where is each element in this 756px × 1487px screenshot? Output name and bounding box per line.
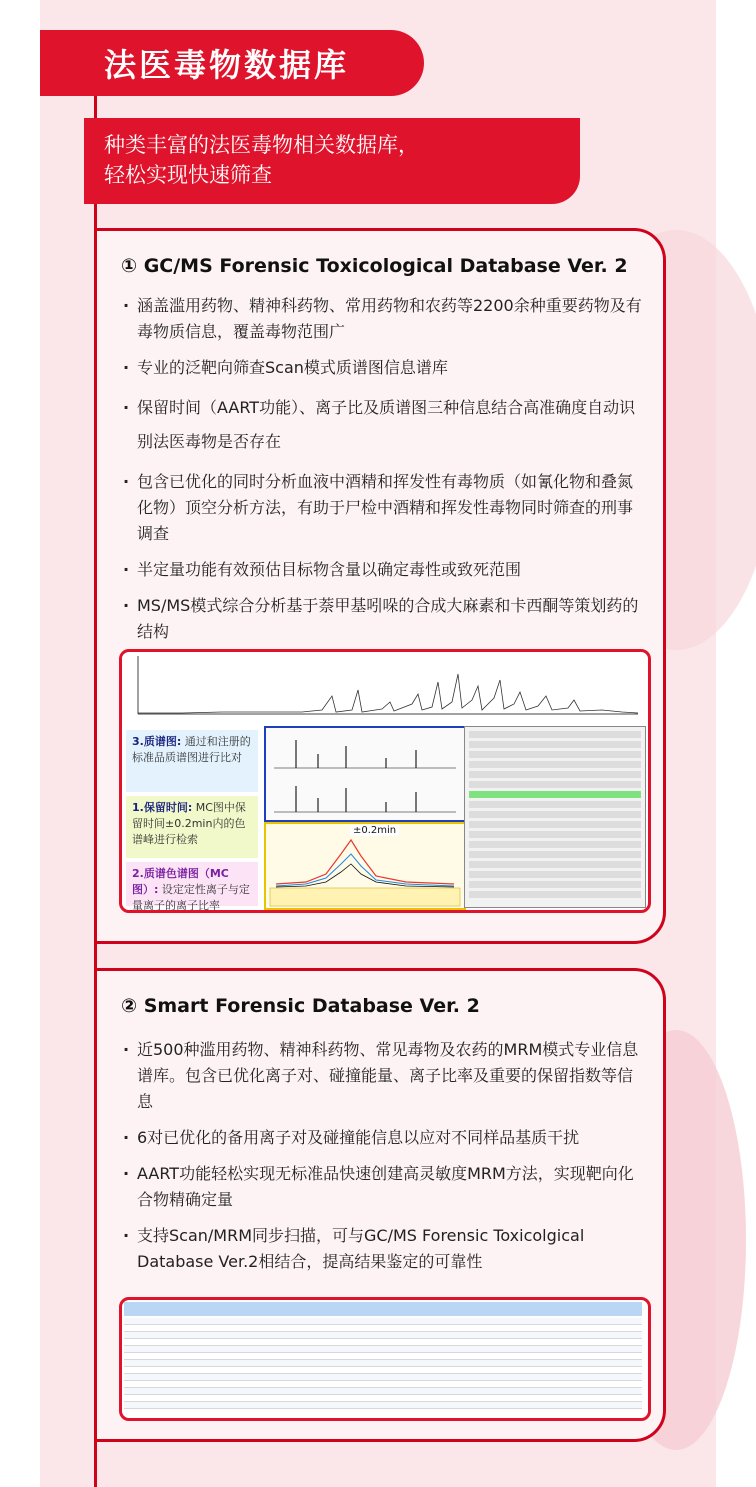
- list-item: · 支持Scan/MRM同步扫描，可与GC/MS Forensic Toxicolgical Database Ver.2相结合，提高结果鉴定的可靠性: [123, 1223, 643, 1275]
- annotation-mass-spectrum: [126, 730, 258, 792]
- section-title: ① GC/MS Forensic Toxicological Database Ver. 2: [121, 255, 628, 277]
- chromatogram-plot: [122, 652, 642, 724]
- list-item: · AART功能轻松实现无标准品快速创建高灵敏度MRM方法，实现靶向化合物精确定量: [123, 1161, 643, 1213]
- title-banner: [84, 30, 424, 96]
- annotation-heading: 2.质谱色谱图（MC图）:: [132, 867, 229, 896]
- section-title: ② Smart Forensic Database Ver. 2: [121, 995, 480, 1017]
- feature-list: [123, 293, 643, 655]
- annotation-retention-time: [126, 796, 258, 858]
- compound-table-panel: [464, 726, 646, 908]
- list-item: · 涵盖滥用药物、精神科药物、常用药物和农药等2200余种重要药物及有毒物质信息，覆盖毒物范围广: [123, 293, 643, 345]
- annotation-heading: 1.保留时间:: [132, 801, 193, 814]
- annotation-text: 通过和注册的标准品质谱图进行比对: [132, 735, 251, 764]
- section-card-smart: [94, 968, 666, 1442]
- subtitle-line-2: 轻松实现快速筛查: [104, 163, 272, 187]
- spectrum-plot: [266, 728, 464, 820]
- subtitle-line-1: 种类丰富的法医毒物相关数据库，: [104, 133, 419, 157]
- annotation-mc-chart: [126, 862, 258, 912]
- mc-chromatogram-panel: [264, 822, 466, 910]
- database-table-screenshot: [119, 1297, 651, 1421]
- software-screenshot: [119, 649, 651, 913]
- list-item: · 专业的泛靶向筛查Scan模式质谱图信息谱库: [123, 355, 643, 381]
- feature-list: [123, 1037, 643, 1285]
- peak-window-label: ±0.2min: [350, 825, 399, 836]
- peak-plot: [266, 824, 464, 908]
- page-title: 法医毒物数据库: [104, 46, 350, 84]
- table-header: [124, 1302, 642, 1316]
- subtitle-box: [84, 118, 580, 204]
- list-item: · 保留时间（AART功能）、离子比及质谱图三种信息结合高准确度自动识别法医毒物是否存在: [123, 391, 643, 459]
- section-card-gcms: [94, 228, 666, 944]
- annotation-heading: 3.质谱图:: [132, 735, 182, 748]
- list-item: · 包含已优化的同时分析血液中酒精和挥发性有毒物质（如氰化物和叠氮化物）顶空分析方法，有助于尸检中酒精和挥发性毒物同时筛查的刑事调查: [123, 469, 643, 547]
- list-item: · MS/MS模式综合分析基于萘甲基吲哚的合成大麻素和卡西酮等策划药的结构: [123, 593, 643, 645]
- list-item: · 6对已优化的备用离子对及碰撞能信息以应对不同样品基质干扰: [123, 1125, 643, 1151]
- mass-spectrum-panel: [264, 726, 466, 822]
- list-item: · 近500种滥用药物、精神科药物、常见毒物及农药的MRM模式专业信息谱库。包含已优化离子对、碰撞能量、离子比率及重要的保留指数等信息: [123, 1037, 643, 1115]
- list-item: · 半定量功能有效预估目标物含量以确定毒性或致死范围: [123, 557, 643, 583]
- annotation-text: 设定定性离子与定量离子的离子比率: [132, 883, 250, 912]
- annotation-text: MC图中保留时间±0.2min内的色谱峰进行检索: [132, 801, 246, 846]
- table-body: [122, 1318, 644, 1414]
